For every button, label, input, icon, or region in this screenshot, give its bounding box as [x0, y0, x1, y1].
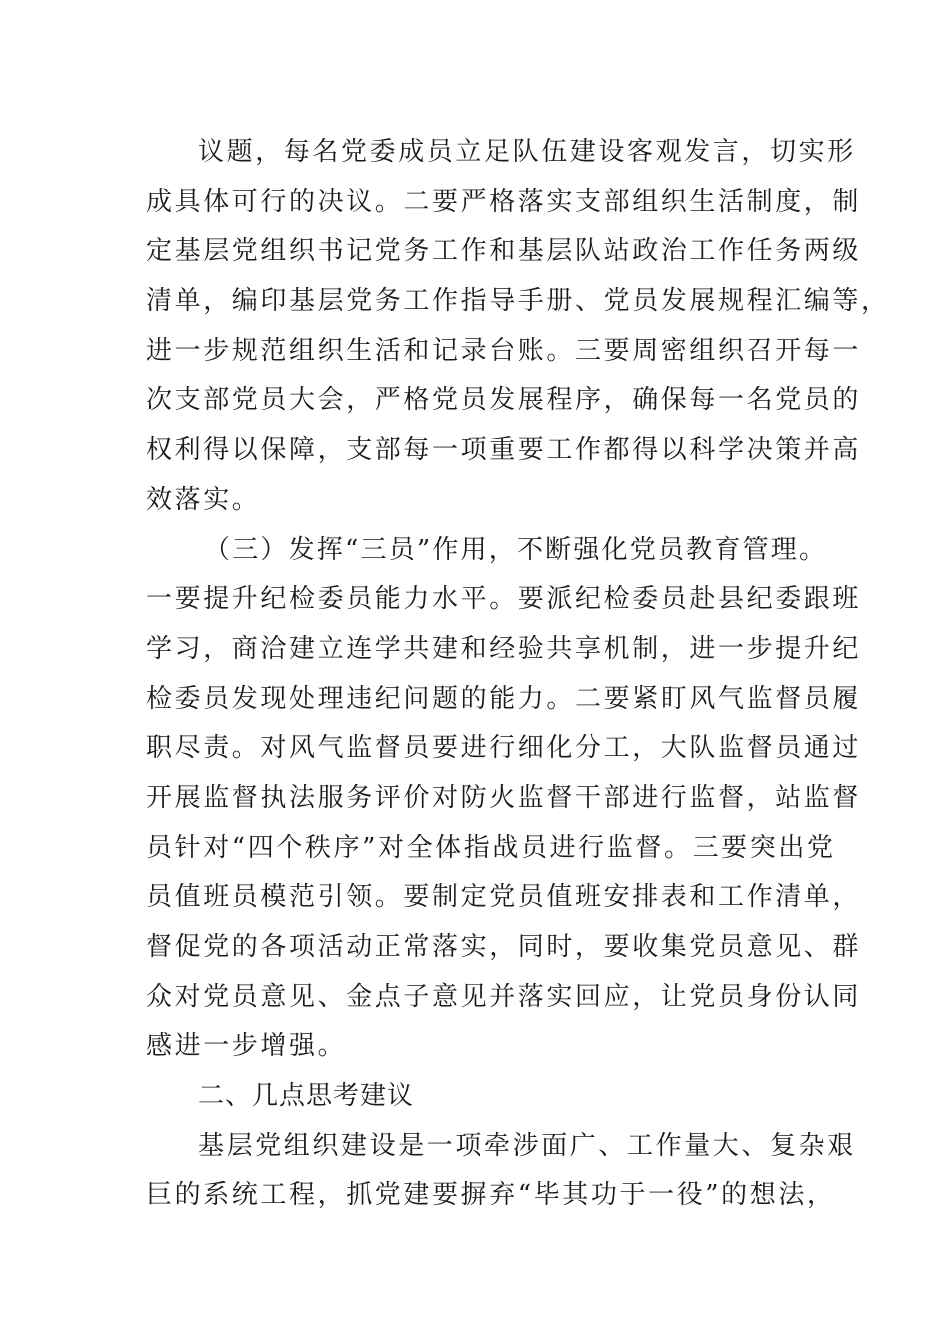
- paragraph-line: 众对党员意见、金点子意见并落实回应，让党员身份认同: [146, 981, 862, 1012]
- paragraph-line: 学习，商洽建立连学共建和经验共享机制，进一步提升纪: [146, 633, 862, 664]
- paragraph-line: 开展监督执法服务评价对防火监督干部进行监督，站监督: [146, 782, 862, 813]
- paragraph-line: 进一步规范组织生活和记录台账。三要周密组织召开每一: [146, 335, 862, 366]
- section-subheading: （三）发挥“三员”作用，不断强化党员教育管理。: [204, 534, 828, 565]
- paragraph-line: 成具体可行的决议。二要严格落实支部组织生活制度，制: [146, 186, 862, 217]
- paragraph-line: 员值班员模范引领。要制定党员值班安排表和工作清单，: [146, 882, 862, 913]
- body-text: [146, 128, 890, 1221]
- paragraph-line: 清单，编印基层党务工作指导手册、党员发展规程汇编等，: [146, 286, 890, 317]
- paragraph-line: 议题，每名党委成员立足队伍建设客观发言，切实形: [198, 137, 856, 167]
- paragraph-line: 巨的系统工程，抓党建要摒弃“毕其功于一役”的想法，: [146, 1180, 836, 1211]
- paragraph-line: 员针对“四个秩序”对全体指战员进行监督。三要突出党: [146, 832, 836, 863]
- paragraph-line: 效落实。: [146, 484, 261, 515]
- paragraph-line: 次支部党员大会，严格党员发展程序，确保每一名党员的: [146, 385, 862, 416]
- paragraph-line: 感进一步增强。: [146, 1031, 347, 1062]
- paragraph-line: 职尽责。对风气监督员要进行细化分工，大队监督员通过: [146, 733, 862, 764]
- paragraph-line: 权利得以保障，支部每一项重要工作都得以科学决策并高: [146, 435, 862, 466]
- section-heading: 二、几点思考建议: [198, 1081, 415, 1112]
- paragraph-line: 一要提升纪检委员能力水平。要派纪检委员赴县纪委跟班: [146, 584, 862, 615]
- paragraph-line: 定基层党组织书记党务工作和基层队站政治工作任务两级: [146, 236, 862, 267]
- paragraph-line: 基层党组织建设是一项牵涉面广、工作量大、复杂艰: [198, 1130, 856, 1161]
- paragraph-line: 检委员发现处理违纪问题的能力。二要紧盯风气监督员履: [146, 683, 862, 714]
- paragraph-line: 督促党的各项活动正常落实，同时，要收集党员意见、群: [146, 932, 862, 962]
